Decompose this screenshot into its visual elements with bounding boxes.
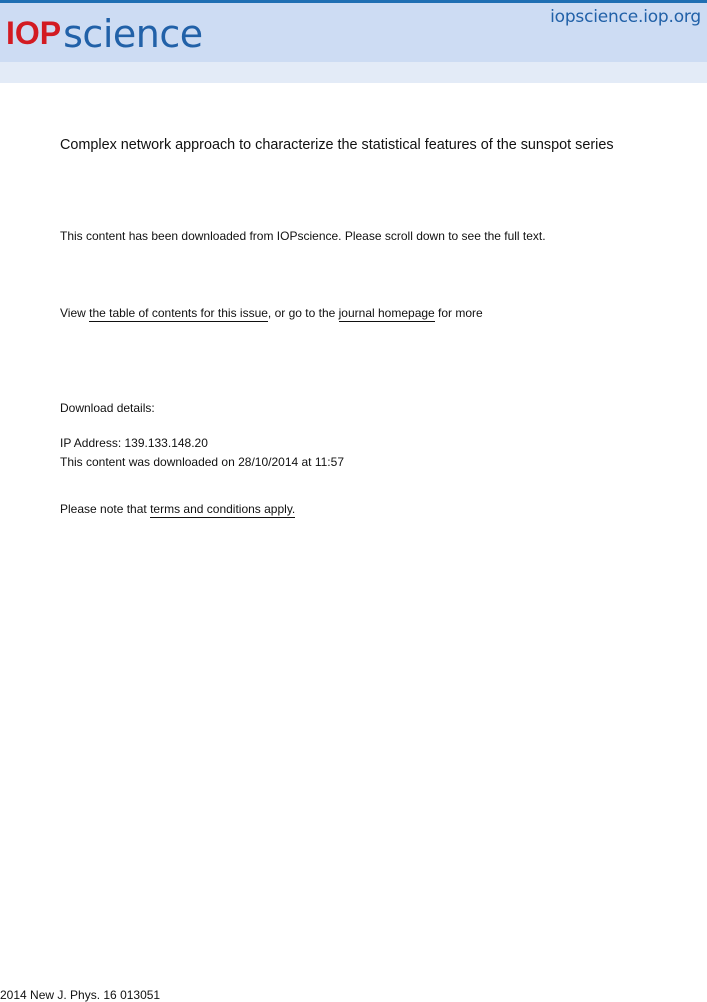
article-title: Complex network approach to characterize the statistical features of the sunspot series bbox=[60, 137, 614, 153]
view-middle: , or go to the bbox=[267, 306, 339, 320]
view-prefix: View bbox=[60, 306, 90, 320]
download-notice: This content has been downloaded from IOPscience. Please scroll down to see the full text. bbox=[60, 229, 546, 243]
iopscience-logo[interactable] bbox=[6, 3, 203, 56]
header-subbar bbox=[0, 62, 707, 83]
footer-citation: 2014 New J. Phys. 16 013051 bbox=[0, 988, 161, 1002]
logo-science-text: science bbox=[63, 12, 203, 56]
site-header bbox=[0, 3, 707, 62]
site-url[interactable]: iopscience.iop.org bbox=[550, 7, 701, 27]
journal-homepage-link[interactable]: journal homepage bbox=[338, 306, 435, 320]
download-details-heading: Download details: bbox=[60, 401, 155, 415]
ip-address: IP Address: 139.133.148.20 bbox=[60, 436, 208, 450]
download-date: This content was downloaded on 28/10/2014 at 11:57 bbox=[60, 455, 344, 469]
terms-line bbox=[60, 502, 295, 516]
table-of-contents-link[interactable]: the table of contents for this issue bbox=[89, 306, 268, 320]
view-suffix: for more bbox=[434, 306, 483, 320]
terms-prefix: Please note that bbox=[60, 502, 151, 516]
logo-iop-text: IOP bbox=[6, 15, 62, 51]
view-line bbox=[60, 306, 483, 320]
terms-and-conditions-link[interactable]: terms and conditions apply. bbox=[150, 502, 296, 516]
